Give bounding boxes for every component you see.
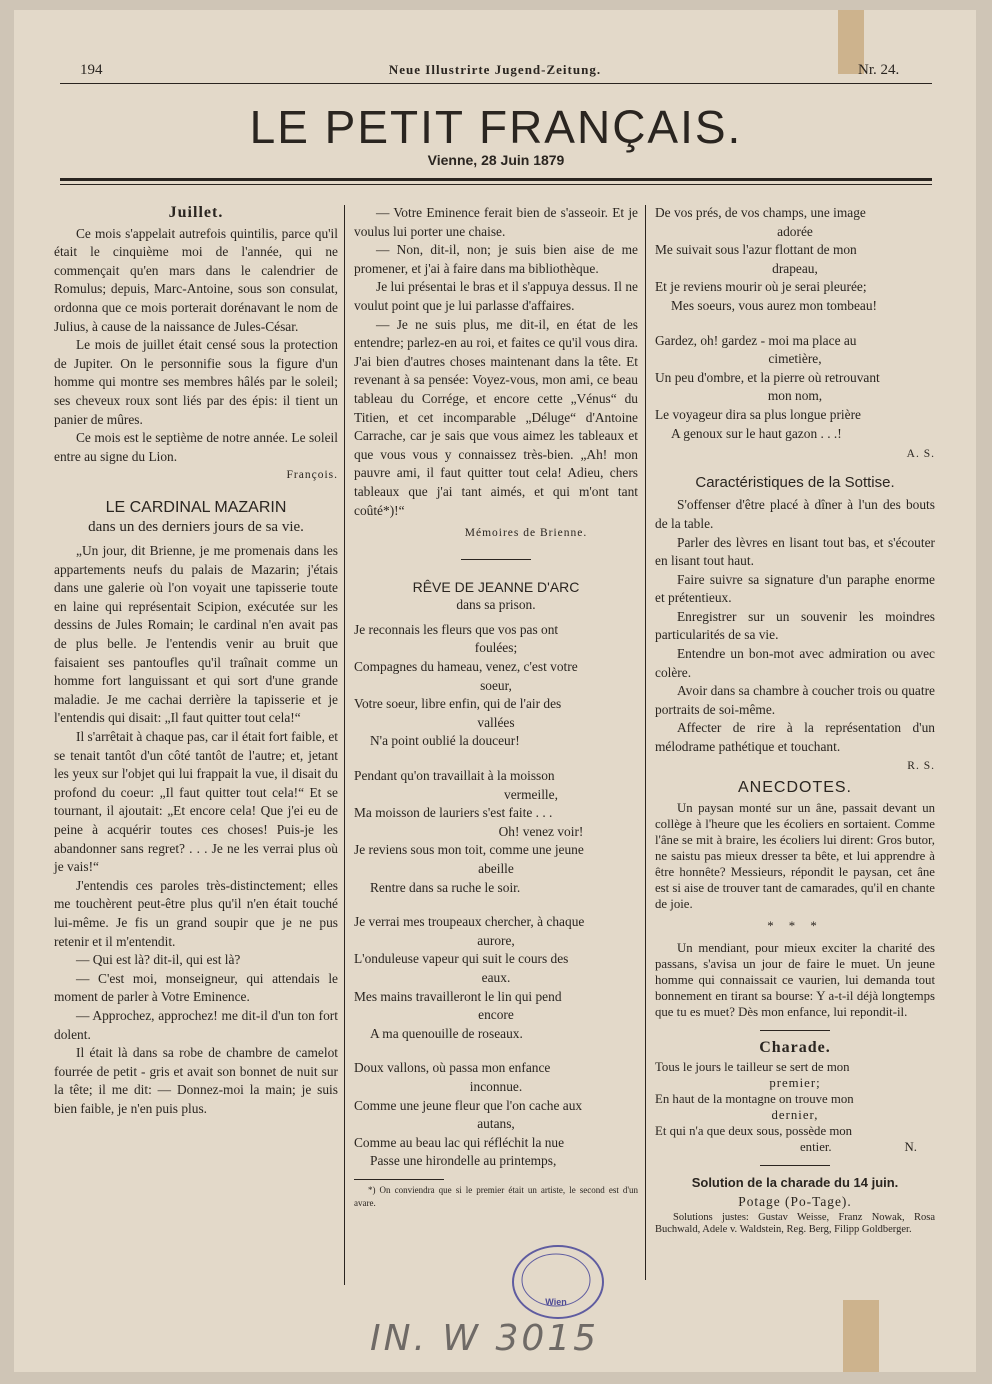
column-3 <box>655 204 935 1237</box>
mazarin-continued-3: Je lui présentai le bras et il s'appuya dessus. Il ne voulut point que je lui parlasse d'affaires. <box>354 279 638 313</box>
solutions-justes: Solutions justes: Gustav Weisse, Franz Nowak, Rosa Buchwald, Adele v. Waldstein, Reg. Berg, Filipp Goldberger. <box>655 1211 935 1236</box>
mazarin-title: LE CARDINAL MAZARIN <box>105 498 287 516</box>
poem-line: inconnue. <box>469 1078 523 1094</box>
poem-stanza-5 <box>655 204 935 316</box>
solution-title: Solution de la charade du 14 juin. <box>691 1175 899 1191</box>
sottise-signature: R. S. <box>907 759 935 772</box>
footnote-rule <box>354 1179 444 1180</box>
poem-line: autans, <box>477 1116 515 1132</box>
poem-line: Mes soeurs, vous aurez mon tombeau! <box>671 297 878 313</box>
poem-line: A genoux sur le haut gazon . . .! <box>671 425 842 441</box>
poem-line: Le voyageur dira sa plus longue prière <box>655 406 861 422</box>
poem-line: soeur, <box>480 677 512 693</box>
poem-line: Rentre dans sa ruche le soir. <box>370 879 521 895</box>
poem-stanza-1 <box>354 621 638 751</box>
poem-line: Ma moisson de lauriers s'est faite . . . <box>354 805 553 821</box>
anecdote-2: Un mendiant, pour mieux exciter la charité des passans, s'avisa un jour de faire le muet. Un jeune homme qui connaissait ce vaurien, lui demanda tout bonnement en tirant sa bourse: Y a-t-il déjà longtemps que tu es muet? Dès mon enfance, lui repondit-il. <box>655 940 935 1019</box>
solution-answer: Potage (Po-Tage). <box>738 1194 852 1209</box>
dateline: Vienne, 28 Juin 1879 <box>427 152 565 168</box>
poem-line: Doux vallons, où passa mon enfance <box>354 1060 551 1076</box>
charade-line: entier. <box>800 1140 832 1155</box>
charade-line: premier; <box>769 1076 821 1091</box>
column-divider-1 <box>344 205 345 1285</box>
anecdote-1: Un paysan monté sur un âne, passait devant un collège à l'heure que les écoliers en sortaient. Comme l'âne se mit à braire, les écoliers lui dirent: Gros butor, ne saistu pas mieux dresser ta bête, et lui apprendre à être honnête? Messieurs, répondit le paysan, cet âne est si aise de trouver tant de camarades, qu'il en chante de joie. <box>655 800 935 911</box>
masthead-title: LE PETIT FRANÇAIS. <box>249 101 743 153</box>
poem-line: cimetière, <box>768 351 822 367</box>
mazarin-subtitle: dans un des derniers jours de sa vie. <box>88 518 304 535</box>
museum-stamp <box>512 1245 604 1319</box>
charade-text <box>655 1059 935 1155</box>
poem-line: foulées; <box>474 640 518 656</box>
poem-line: Pendant qu'on travaillait à la moisson <box>354 768 555 784</box>
poem-line: N'a point oublié la douceur! <box>370 733 520 749</box>
sottise-item: Affecter de rire à la représentation d'un mélodrame pathétique et touchant. <box>655 720 935 755</box>
poem-line: adorée <box>777 223 813 239</box>
mazarin-source: Mémoires de Brienne. <box>464 527 588 540</box>
tape-bottom <box>843 1300 879 1372</box>
journal-name: Neue Illustrirte Jugend-Zeitung. <box>388 62 602 77</box>
sottise-item: Faire suivre sa signature d'un paraphe enorme et prétentieux. <box>655 571 935 606</box>
poem-line: Comme une jeune fleur que l'on cache aux <box>354 1097 583 1113</box>
sottise-title: Caractéristiques de la Sottise. <box>695 473 895 491</box>
poem-stanza-6 <box>655 332 935 444</box>
page-number: 194 <box>80 62 103 78</box>
column-divider-2 <box>645 205 646 1280</box>
poem-stanza-4 <box>354 1059 638 1171</box>
mazarin-continued-1: — Votre Eminence ferait bien de s'asseoir. Et je voulus lui porter une chaise. <box>354 205 638 239</box>
poem-line: vallées <box>477 714 515 730</box>
poem-line: Un peu d'ombre, et la pierre où retrouvant <box>655 369 880 385</box>
issue-number: Nr. 24. <box>858 62 900 78</box>
poem-line: aurore, <box>477 932 515 948</box>
mazarin-paragraph-3: J'entendis ces paroles très-distinctement; elles me touchèrent peut-être plus qu'il n'en était touché lui-même. Je fis un grand soupir que je ne pus retenir et il m'entendit. <box>54 877 338 949</box>
poem-line: Je reviens sous mon toit, comme une jeune <box>354 842 584 858</box>
masthead-rule-thin <box>60 184 932 185</box>
footnote: *) On conviendra que si le premier était un artiste, le second est d'un avare. <box>354 1184 638 1208</box>
juillet-paragraph-3: Ce mois est le septième de notre année. Le soleil entre au signe du Lion. <box>54 430 338 464</box>
juillet-paragraph-1: Ce mois s'appelait autrefois quintilis, parce qu'il était le cinquième moi de l'année, qui ne commençait qu'en mars dans le calendrier de Romulus; depuis, Marc-Antoine, sous son consulat, ordonna que ce mois porterait dorénavant le nom de Julius, à cause de la naissance de Jules-César. <box>54 225 338 334</box>
poem-line: Gardez, oh! gardez - moi ma place au <box>655 332 857 348</box>
poem-line: encore <box>478 1007 514 1023</box>
juillet-title: Juillet. <box>168 204 224 221</box>
masthead-rule <box>60 178 932 181</box>
sottise-item: S'offenser d'être placé à dîner à l'un des bouts de la table. <box>655 497 935 531</box>
poem-line: Et je reviens mourir où je serai pleurée; <box>655 279 867 295</box>
poem-line: mon nom, <box>767 388 823 404</box>
poem-line: Me suivait sous l'azur flottant de mon <box>655 242 857 258</box>
poem-subtitle: dans sa prison. <box>456 597 536 613</box>
handwritten-inventory-number: IN. W 3015 <box>370 1318 600 1359</box>
juillet-signature: François. <box>286 469 338 482</box>
column-2 <box>354 204 638 1210</box>
sottise-item: Enregistrer sur un souvenir les moindres particularités de sa vie. <box>655 608 935 643</box>
charade-line: Tous le jours le tailleur se sert de mon <box>655 1060 850 1075</box>
svg-text:Wien: Wien <box>545 1297 567 1307</box>
column-1 <box>54 204 338 1119</box>
mazarin-paragraph-1: „Un jour, dit Brienne, je me promenais dans les appartements neufs du palais de Mazarin; j'étais dans une galerie où l'on voyait une tapisserie toute en laine qui représentait Scipion, exécutée sur les dessins de Jules Romain; le cardinal n'en avait pas de plus belle. Je l'entendis venir au bruit que faisaient ses pantoufles qu'il traînait comme un homme fort languissant et qui sort d'une grande maladie. Je me cachai derrière la tapisserie et je l'entendis qui disait: „Il faut quitter tout cela!“ <box>54 543 338 726</box>
charade-title: Charade. <box>759 1038 831 1056</box>
poem-line: Je reconnais les fleurs que vos pas ont <box>354 621 559 637</box>
poem-line: vermeille, <box>504 786 558 802</box>
mazarin-continued-4: — Je ne suis plus, me dit-il, en état de les entendre; parlez-en au roi, et faites ce qu'il vous dira. J'ai bien d'autres choses maintenant dans la tête. Et revenant à sa pensée: Voyez-vous, mon ami, ce beau tableau du Corrége, et encore cette „Vénus“ du Titien, et cet incomparable „Déluge“ d'Antoine Carrache, car je sais que vous aimez les tableaux et que vous vous y connaissez très-bien. „Ah! mon pauvre ami, il faut quitter tout cela! Adieu, chers tableaux que j'ai tant aimés, et qui m'ont tant coûté*)!“ <box>354 316 638 518</box>
poem-line: Mes mains travailleront le lin qui pend <box>354 988 562 1004</box>
asterism: * * * <box>767 918 823 933</box>
sottise-item: Avoir dans sa chambre à coucher trois ou quatre portraits de soi-même. <box>655 683 935 717</box>
poem-line: Votre soeur, libre enfin, qui de l'air des <box>354 696 562 712</box>
juillet-paragraph-2: Le mois de juillet était censé sous la protection de Jupiter. On le personnifie sous la figure d'un homme qui montre ses membres hâlés par le soleil; ses cheveux roux sont liés par des épis: il tient un panier de mûres. <box>54 337 338 427</box>
mazarin-continued-2: — Non, dit-il, non; je suis bien aise de me promener, et j'ai à faire dans ma bibliothèque. <box>354 242 638 276</box>
poem-signature: A. S. <box>906 448 935 461</box>
poem-stanza-2 <box>354 767 638 897</box>
charade-signature: N. <box>904 1140 917 1155</box>
mazarin-paragraph-6: — Approchez, approchez! me dit-il d'un ton fort dolent. <box>54 1007 338 1042</box>
sottise-item: Parler des lèvres en lisant tout bas, et s'écouter en lisant tout haut. <box>655 534 935 569</box>
poem-line: Compagnes du hameau, venez, c'est votre <box>354 659 578 675</box>
poem-title: RÊVE DE JEANNE D'ARC <box>412 578 580 595</box>
poem-line: A ma quenouille de roseaux. <box>370 1025 523 1041</box>
poem-line: L'onduleuse vapeur qui suit le cours des <box>354 951 569 967</box>
mazarin-paragraph-7: Il était là dans sa robe de chambre de camelot fourrée de petit - gris et avait son bonnet de nuit sur la tête; il me dit: — Donnez-moi la main; je suis bien faible, je n'en puis plus. <box>54 1045 338 1116</box>
anecdotes-title: ANECDOTES. <box>737 779 852 797</box>
charade-line: En haut de la montagne on trouve mon <box>655 1092 854 1107</box>
charade-line: Et qui n'a que deux sous, possède mon <box>655 1124 853 1139</box>
poem-stanza-3 <box>354 913 638 1043</box>
charade-line: dernier, <box>771 1108 819 1123</box>
poem-line: Oh! venez voir! <box>498 823 584 839</box>
poem-line: Passe une hirondelle au printemps, <box>370 1153 557 1169</box>
sottise-item: Entendre un bon-mot avec admiration ou avec colère. <box>655 646 935 680</box>
mazarin-paragraph-5: — C'est moi, monseigneur, qui attendais le moment de parler à Votre Eminence. <box>54 970 338 1005</box>
poem-line: Je verrai mes troupeaux chercher, à chaque <box>354 914 585 930</box>
poem-line: De vos prés, de vos champs, une image <box>655 205 866 220</box>
poem-line: Comme au beau lac qui réfléchit la nue <box>354 1134 565 1150</box>
poem-line: drapeau, <box>772 260 818 276</box>
header-rule <box>60 83 932 84</box>
mazarin-paragraph-4: — Qui est là? dit-il, qui est là? <box>76 952 241 968</box>
mazarin-paragraph-2: Il s'arrêtait à chaque pas, car il était fort faible, et se tenait tantôt d'un côté tantôt de l'autre; et, jetant les yeux sur l'objet qui lui frappait la vue, il disait du profond du coeur: „Il faut quitter tout cela!“ Et se tournant, il ajoutait: „Et encore cela! Que j'ei eu de peine à acquérir toutes ces choses! Puis-je les abandonner sans regret? . . . Je ne les verrai plus où je vais!“ <box>54 729 338 875</box>
poem-line: abeille <box>478 861 514 876</box>
poem-line: eaux. <box>481 969 511 985</box>
